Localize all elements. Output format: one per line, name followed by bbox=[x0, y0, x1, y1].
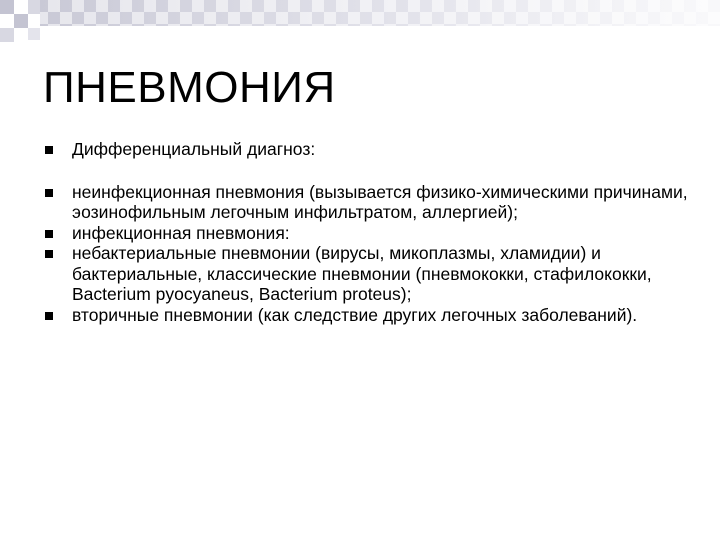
square-bullet-icon bbox=[45, 230, 53, 238]
square-bullet-icon bbox=[45, 250, 53, 258]
bullet-text: Дифференциальный диагноз: bbox=[72, 139, 316, 159]
bullet-list bbox=[44, 138, 694, 325]
bullet-item bbox=[44, 305, 694, 326]
bullet-text: неинфекционная пневмония (вызывается физико-химическими причинами, эозинофильным легочным инфильтратом, аллергией); bbox=[72, 181, 688, 222]
bullet-item bbox=[44, 138, 694, 160]
bullet-item bbox=[44, 223, 694, 244]
square-bullet-icon bbox=[45, 312, 53, 320]
bullet-text: инфекционная пневмония: bbox=[72, 222, 290, 243]
bullet-text: вторичные пневмонии (как следствие других легочных заболеваний). bbox=[72, 304, 638, 325]
slide-title: ПНЕВМОНИЯ bbox=[43, 63, 336, 112]
bullet-item bbox=[44, 243, 694, 305]
decorative-header-band bbox=[0, 0, 720, 44]
bullet-item bbox=[44, 182, 694, 223]
square-bullet-icon bbox=[45, 146, 53, 154]
square-bullet-icon bbox=[45, 189, 53, 197]
bullet-text: небактериальные пневмонии (вирусы, микоплазмы, хламидии) и бактериальные, классические пневмонии (пневмококки, стафилококки, Bacterium pyocyaneus, Bacterium proteus); bbox=[72, 243, 652, 304]
